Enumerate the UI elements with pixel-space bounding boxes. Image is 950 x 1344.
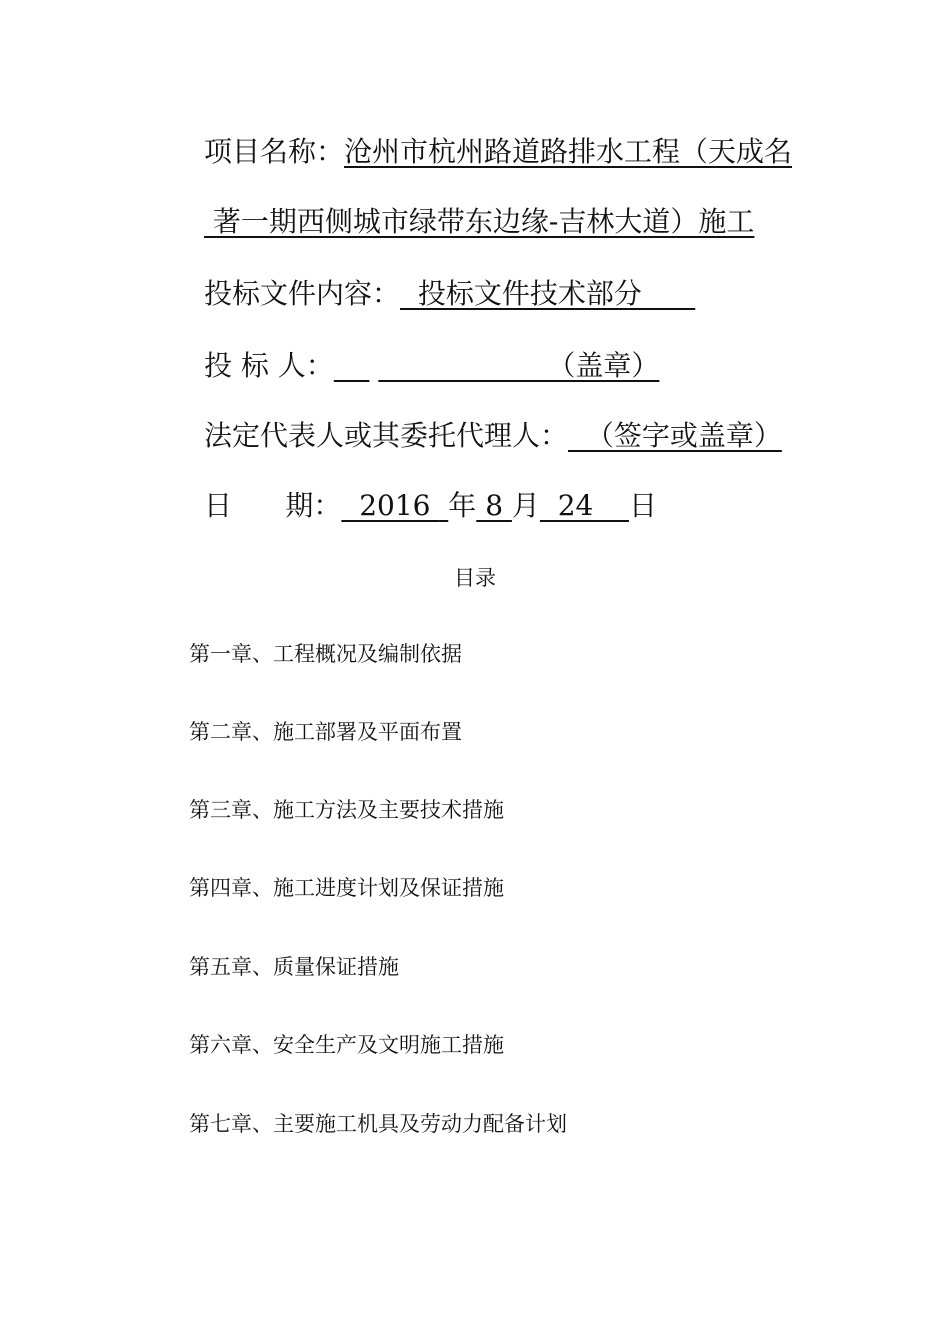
project-name-part-1: 沧州市杭州路道路排水工程（天成名 — [344, 135, 793, 168]
bidder-line — [204, 348, 659, 384]
month-value: 8 — [476, 489, 512, 522]
content-value: 投标文件技术部分 — [400, 277, 696, 310]
date-label: 日 期： — [204, 489, 342, 522]
year-unit: 年 — [448, 489, 477, 522]
toc-item-4: 第四章、施工进度计划及保证措施 — [189, 876, 504, 900]
day-unit: 日 — [628, 489, 657, 522]
toc-item-2: 第二章、施工部署及平面布置 — [189, 720, 462, 744]
representative-value: （签字或盖章） — [568, 419, 782, 452]
toc-title: 目录 — [454, 566, 496, 590]
toc-item-1: 第一章、工程概况及编制依据 — [189, 642, 462, 666]
month-unit: 月 — [511, 489, 540, 522]
toc-item-6: 第六章、安全生产及文明施工措施 — [189, 1033, 504, 1057]
bidder-blank-1 — [334, 349, 370, 382]
project-name-line-2 — [204, 204, 754, 240]
toc-item-3: 第三章、施工方法及主要技术措施 — [189, 798, 504, 822]
content-label: 投标文件内容： — [204, 277, 401, 310]
year-value: 2016 — [341, 489, 440, 522]
day-value: 24 — [539, 489, 629, 522]
project-label: 项目名称： — [204, 135, 345, 168]
project-name-line-1 — [204, 134, 792, 170]
project-name-part-2: 著一期西侧城市绿带东边缘-吉林大道）施工 — [204, 205, 755, 238]
bidder-blank-2: （盖章） — [378, 349, 660, 382]
toc-item-7: 第七章、主要施工机具及劳动力配备计划 — [189, 1112, 567, 1136]
bidder-label: 投 标 人： — [204, 349, 334, 382]
toc-item-5: 第五章、质量保证措施 — [189, 955, 399, 979]
representative-line — [204, 418, 782, 454]
date-line — [204, 488, 657, 524]
bid-content-line — [204, 276, 695, 312]
representative-label: 法定代表人或其委托代理人： — [204, 419, 569, 452]
